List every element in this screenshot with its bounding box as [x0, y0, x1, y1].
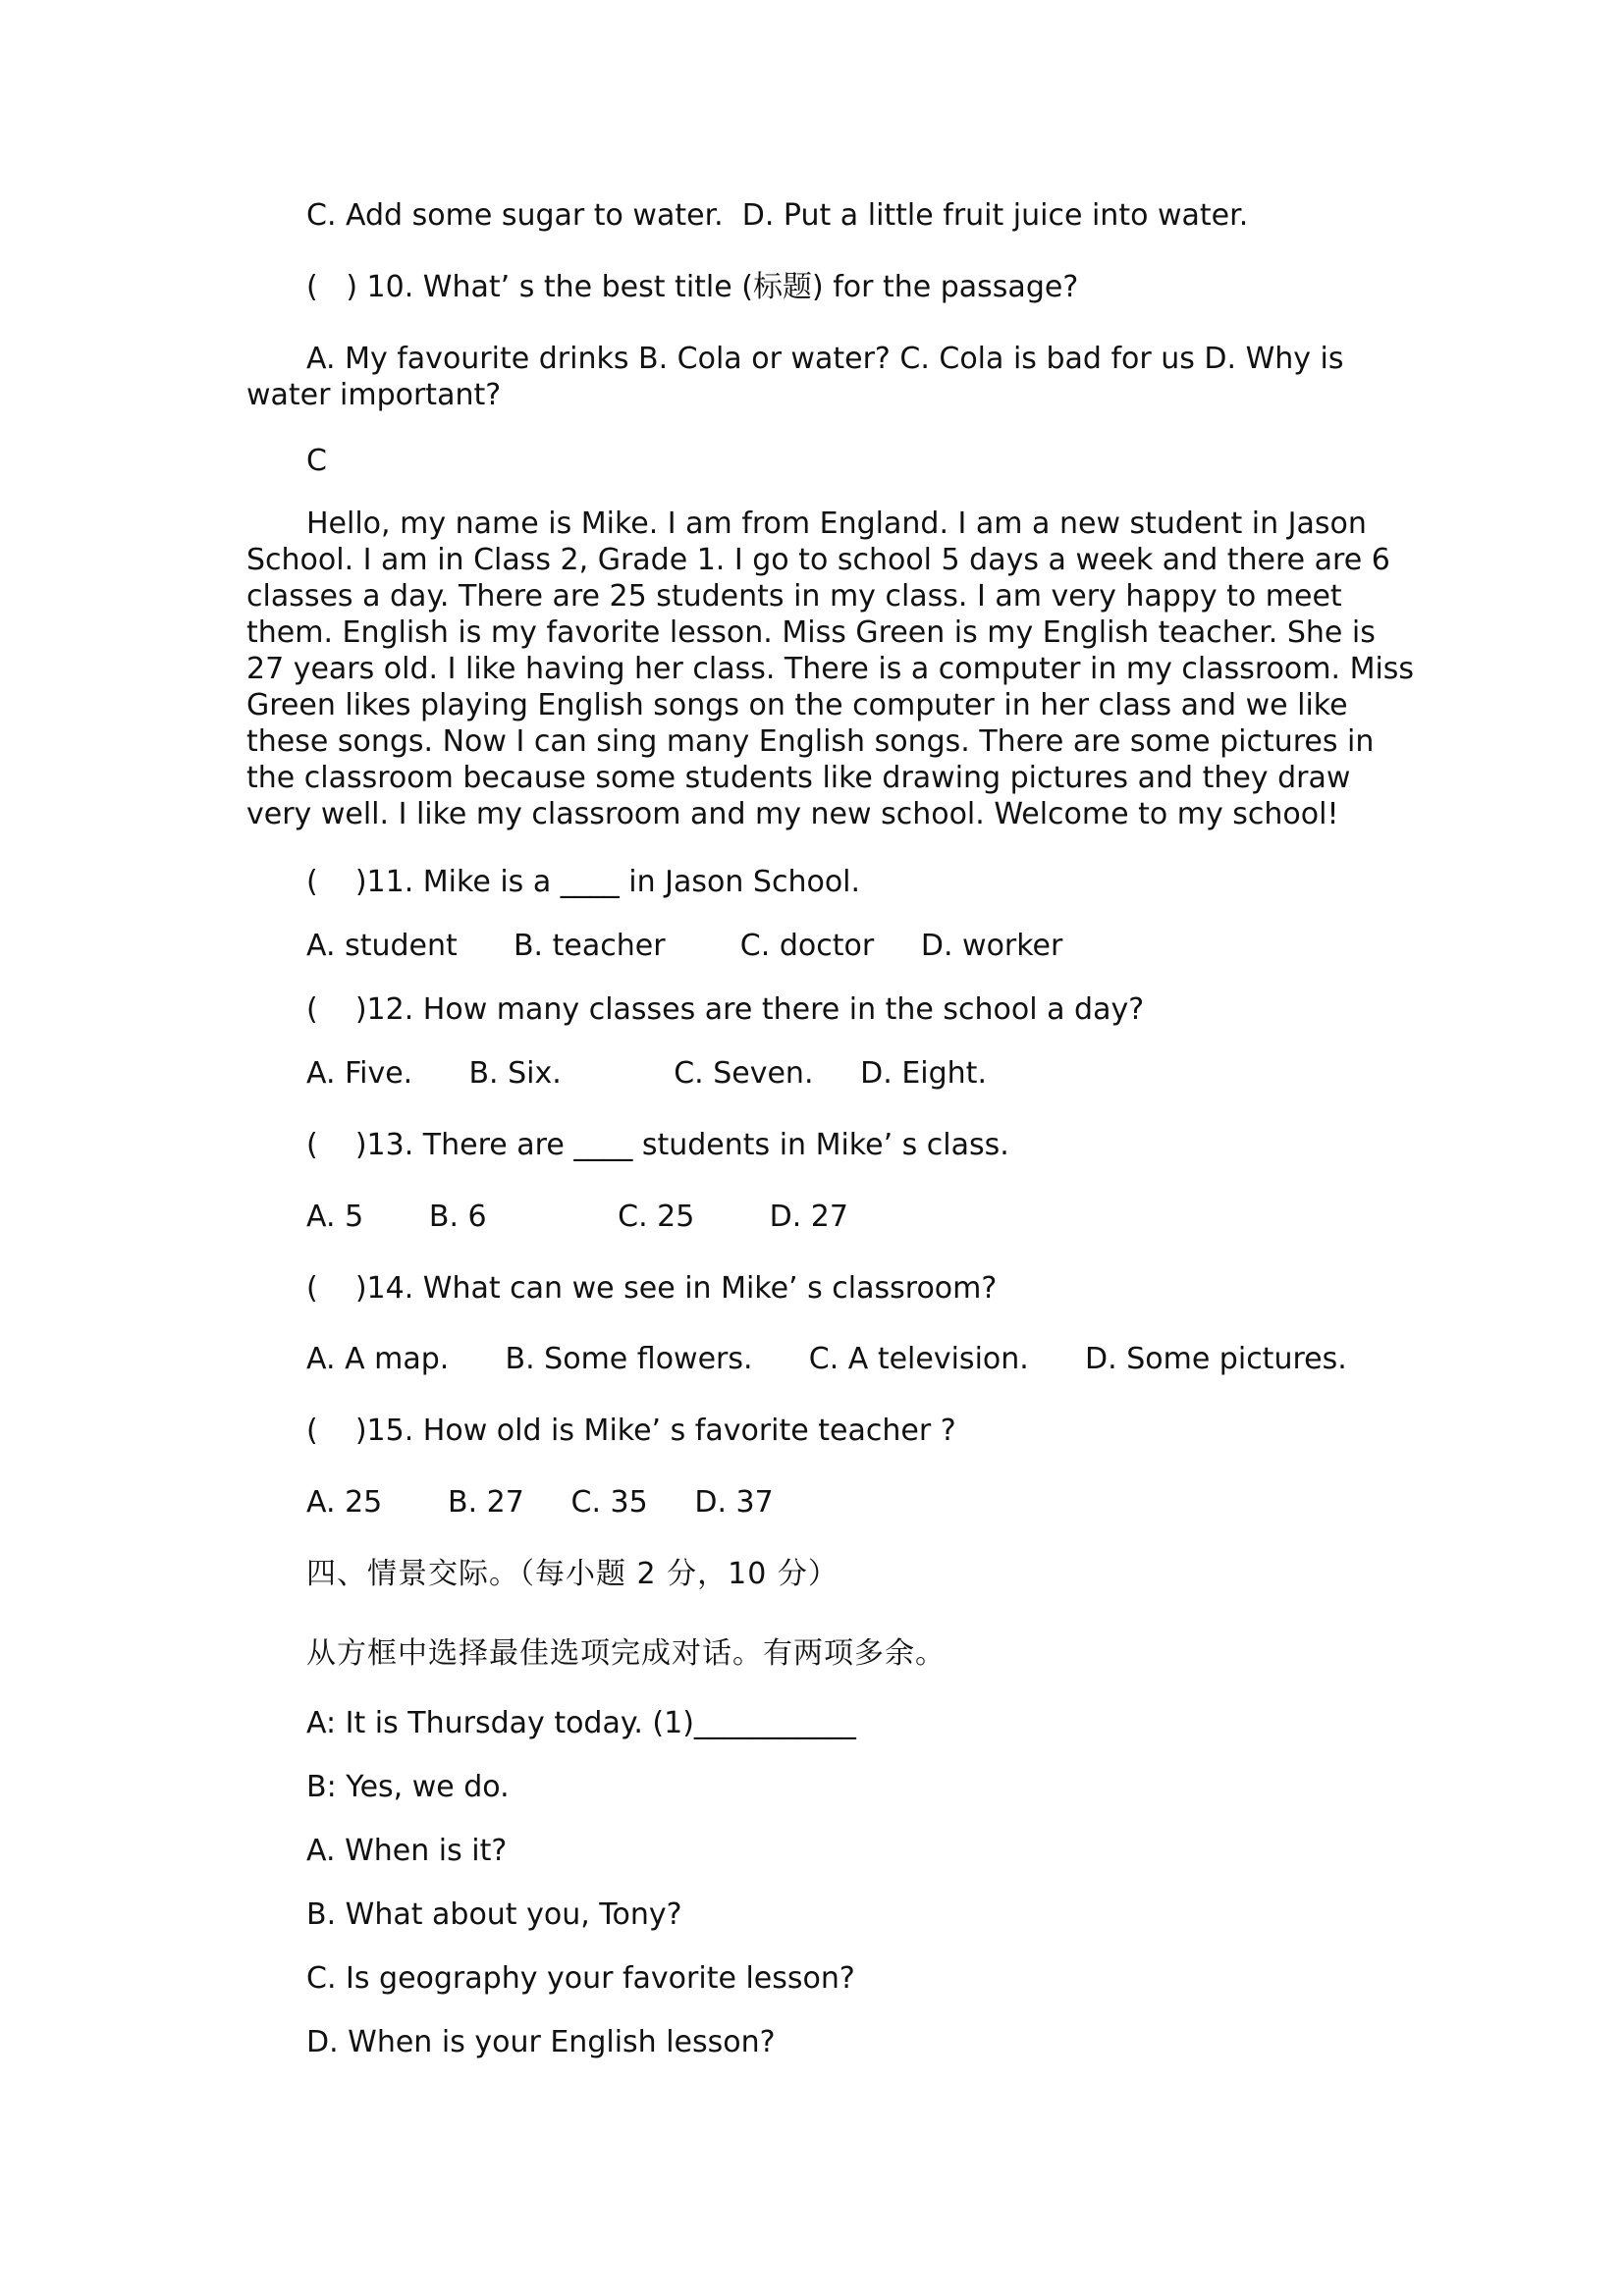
options-14: A. A map. B. Some flowers. C. A television. D. Some pictures.	[306, 1342, 1347, 1376]
dialogue-line-b: B: Yes, we do.	[306, 1770, 510, 1804]
reading-passage-c: Hello, my name is Mike. I am from England. I am a new student in Jason School. I am in Class 2, Grade 1. I go to school 5 days a week and there are 6 classes a day. There are 25 students in my class. I am very happy to meet them. English is my favorite lesson. Miss Green is my English teacher. She is 27 years old. I like having her class. There is a computer in my classroom. Miss Green likes playing English songs on the computer in her class and we like these songs. Now I can sing many English songs. There are some pictures in the classroom because some students like drawing pictures and they draw very well. I like my classroom and my new school. Welcome to my school!	[246, 507, 1415, 831]
question-12: ( )12. How many classes are there in the school a day?	[306, 992, 1145, 1027]
box-option-b: B. What about you, Tony?	[306, 1897, 682, 1932]
section-four-instruction: 从方框中选择最佳选项完成对话。有两项多余。	[306, 1636, 946, 1671]
options-15: A. 25 B. 27 C. 35 D. 37	[306, 1485, 774, 1520]
box-option-a: A. When is it?	[306, 1834, 508, 1868]
options-10: A. My favourite drinks B. Cola or water? C. Cola is bad for us D. Why is water important?	[246, 342, 1344, 412]
options-11: A. student B. teacher C. doctor D. worker	[306, 929, 1063, 963]
question-15: ( )15. How old is Mike’ s favorite teacher ?	[306, 1414, 956, 1448]
question-13: ( )13. There are ____ students in Mike’ s class.	[306, 1128, 1009, 1162]
box-option-c: C. Is geography your favorite lesson?	[306, 1961, 855, 1996]
question-10: ( ) 10. What’ s the best title (标题) for the passage?	[306, 270, 1079, 304]
option-line-9cd: C. Add some sugar to water. D. Put a little fruit juice into water.	[306, 198, 1249, 233]
options-12: A. Five. B. Six. C. Seven. D. Eight.	[306, 1056, 987, 1091]
section-c-heading: C	[306, 444, 327, 478]
dialogue-line-a: A: It is Thursday today. (1)___________	[306, 1706, 856, 1740]
box-option-d: D. When is your English lesson?	[306, 2025, 776, 2059]
question-14: ( )14. What can we see in Mike’ s classroom?	[306, 1271, 998, 1306]
options-13: A. 5 B. 6 C. 25 D. 27	[306, 1200, 848, 1234]
section-four-heading: 四、情景交际。（每小题 2 分，10 分）	[306, 1557, 839, 1591]
question-11: ( )11. Mike is a ____ in Jason School.	[306, 865, 861, 899]
